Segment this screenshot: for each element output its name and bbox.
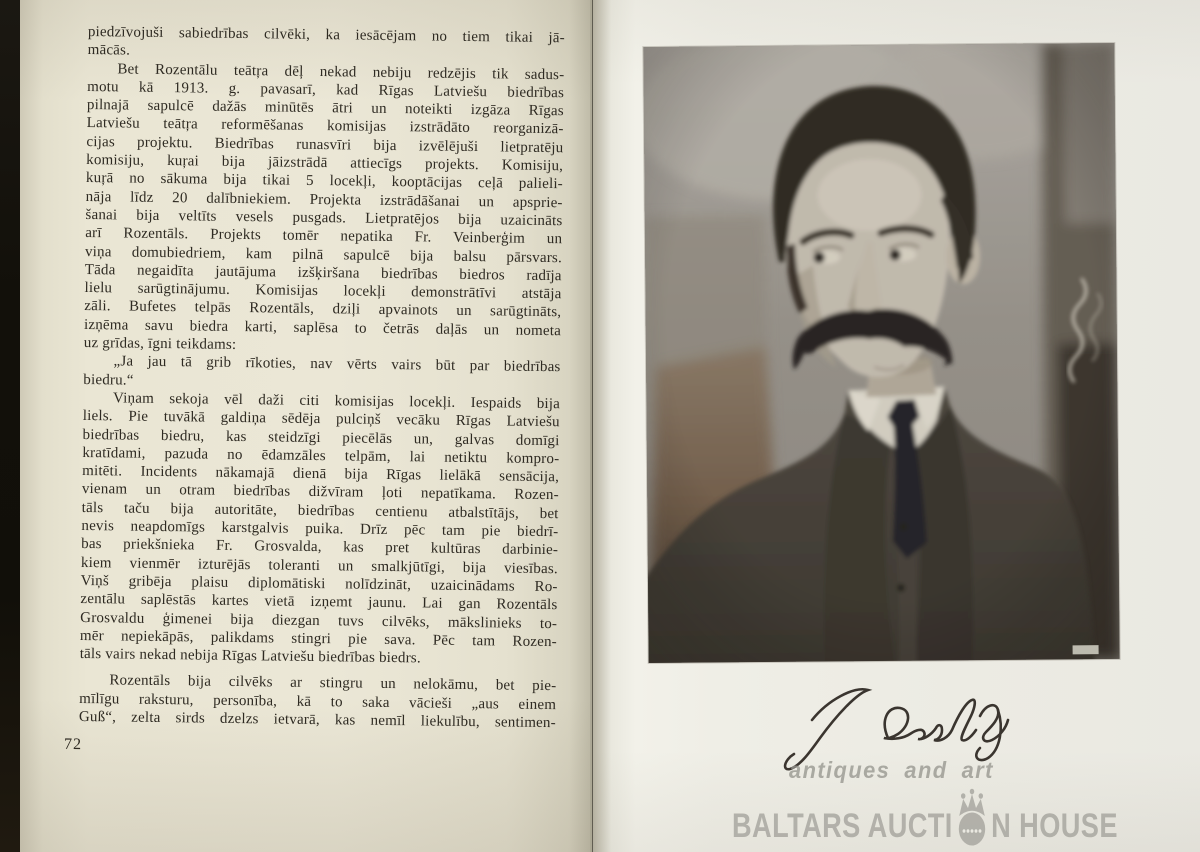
text-line: Viņš gribēja plaisu diplomātiski nolīdzināt, uzaicinādams Ro-: [80, 572, 558, 596]
text-line: Bet Rozentālu teātŗa dēļ nekad nebiju redzējis tik sadus-: [117, 60, 565, 83]
photo-corner-label: [1073, 645, 1099, 654]
text-line: mācās.: [87, 42, 131, 59]
text-line: nevis neapdomīgs karstgalvis puika. Drīz pēc tam pie biedrī-: [81, 517, 559, 541]
text-line: cijas projektu. Biedrības runasvīri bija izvēlējuši lietpratēju: [86, 133, 564, 157]
rozentals-signature: [776, 676, 1016, 776]
portrait-photo: [643, 43, 1119, 663]
watermark-brand-right: N HOUSE: [991, 807, 1118, 845]
text-line: arī Rozentāls. Projekts tomēr nepatika Fr. Veinberģim un: [85, 225, 563, 248]
text-line: biedrības biedru, kas steidzīgi piecēlās un, galvas domīgi: [82, 426, 560, 449]
text-line: „Ja jau tā grib rīkoties, nav vērts vairs būt par biedrības: [113, 353, 561, 376]
text-line: Viņam sekoja vēl daži citi komisijas locekļi. Iespaids bija: [112, 390, 561, 413]
text-line: nāja līdz 20 dalībniekiem. Projekta izstrādāšanai un apsprie-: [85, 188, 563, 211]
text-line: Tāda negaidīta jautājuma izšķiršana biedrības biedros radīja: [84, 261, 562, 285]
text-line: lielu sarūgtinājumu. Komisijas locekļi demonstrātīvi atstāja: [84, 280, 562, 303]
text-line: kuŗā no sākuma bija tikai 5 locekļi, kooptācijas ceļā palieli-: [85, 170, 564, 193]
page-number: 72: [63, 735, 83, 754]
text-line: Latviešu teātŗa reformēšanas komisijas izstrādāto reorganizā-: [86, 115, 564, 138]
text-line: vienam un otram biedrības dižvīram ļoti nepatīkama. Rozen-: [81, 481, 559, 504]
portrait-photo-art: [643, 43, 1119, 663]
text-line: Grosvaldu ģimenei bija diezgan tuvs cilvēks, mākslinieks to-: [80, 609, 558, 632]
text-line: pilnajā sapulcē dažās minūtēs ātri un noteikti izgāza Rīgas: [86, 97, 564, 120]
text-line: zāli. Bufetes telpās Rozentāls, dziļi apvainots un sarūgtināts,: [84, 298, 562, 321]
book-left-edge: [0, 0, 20, 852]
text-line: Guß“, zelta sirds dzelzs ietvarā, kas nemīl liekulību, sentimen-: [78, 708, 556, 732]
right-page: [593, 0, 1200, 852]
watermark-brand-left: BALTARS AUCTI: [732, 807, 953, 845]
text-line: mitēti. Incidents nākamajā dienā bija Rīgas lielākā sensācija,: [82, 463, 560, 486]
watermark-tagline: antiques and art: [789, 757, 994, 783]
watermark-brand: [732, 779, 1118, 846]
text-line: piedzīvojuši sabiedrības cilvēki, ka iesācējam no tiem tikai jā-: [87, 23, 565, 47]
text-line: tāls vairs nekad nebija Rīgas Latviešu biedrības biedrs.: [79, 646, 421, 667]
body-text: [79, 23, 565, 732]
text-line: izņēma savu biedra karti, saplēsa to četrās daļās un nometa: [83, 316, 562, 339]
text-line: uz grīdas, īgni teikdams:: [83, 335, 237, 354]
text-line: biedru.“: [83, 371, 134, 389]
left-page: [20, 0, 592, 852]
crown-ball-icon: [954, 788, 991, 852]
text-line: Rozentāls bija cilvēks ar stingru un nelokāmu, bet pie-: [109, 672, 557, 695]
text-line: liels. Pie tuvākā galdiņa sēdēja pulciņš vecāku Rīgas Latviešu: [82, 408, 560, 431]
text-line: mīlīgu raksturu, personība, kā to saka vācieši „aus einem: [79, 690, 557, 713]
text-line: komisiju, kuŗai bija jāizstrādā attiecīgs projekts. Komisiju,: [86, 152, 564, 175]
text-line: zentālu saplēstās kartes vietā izņemt jaunu. Lai gan Rozentāls: [80, 591, 558, 614]
text-line: bas priekšnieka Fr. Grosvalda, kas pret kultūras darbinie-: [81, 536, 559, 559]
text-line: kiem vienmēr izturējās toleranti un smalkjūtīgi, bija viesības.: [80, 554, 559, 577]
text-line: tāls taču bija autoritāte, biedrības centienu atbalstītājs, bet: [81, 499, 559, 522]
text-line: kratīdami, pazuda no ēdamzāles telpām, lai netiktu kompro-: [82, 444, 560, 468]
text-line: motu kā 1913. g. pavasarī, kad Rīgas Latviešu biedrības: [87, 78, 565, 102]
text-line: viņa domubiedriem, kam pilnā sapulcē bija balsu pārsvars.: [84, 243, 563, 266]
text-line: mēr nepiekāpās, palikdams stingri pie sava. Pēc tam Rozen-: [79, 627, 558, 650]
text-line: šanai bija veltīts vesels pusgads. Lietpratējos bija uzaicināts: [85, 206, 563, 230]
